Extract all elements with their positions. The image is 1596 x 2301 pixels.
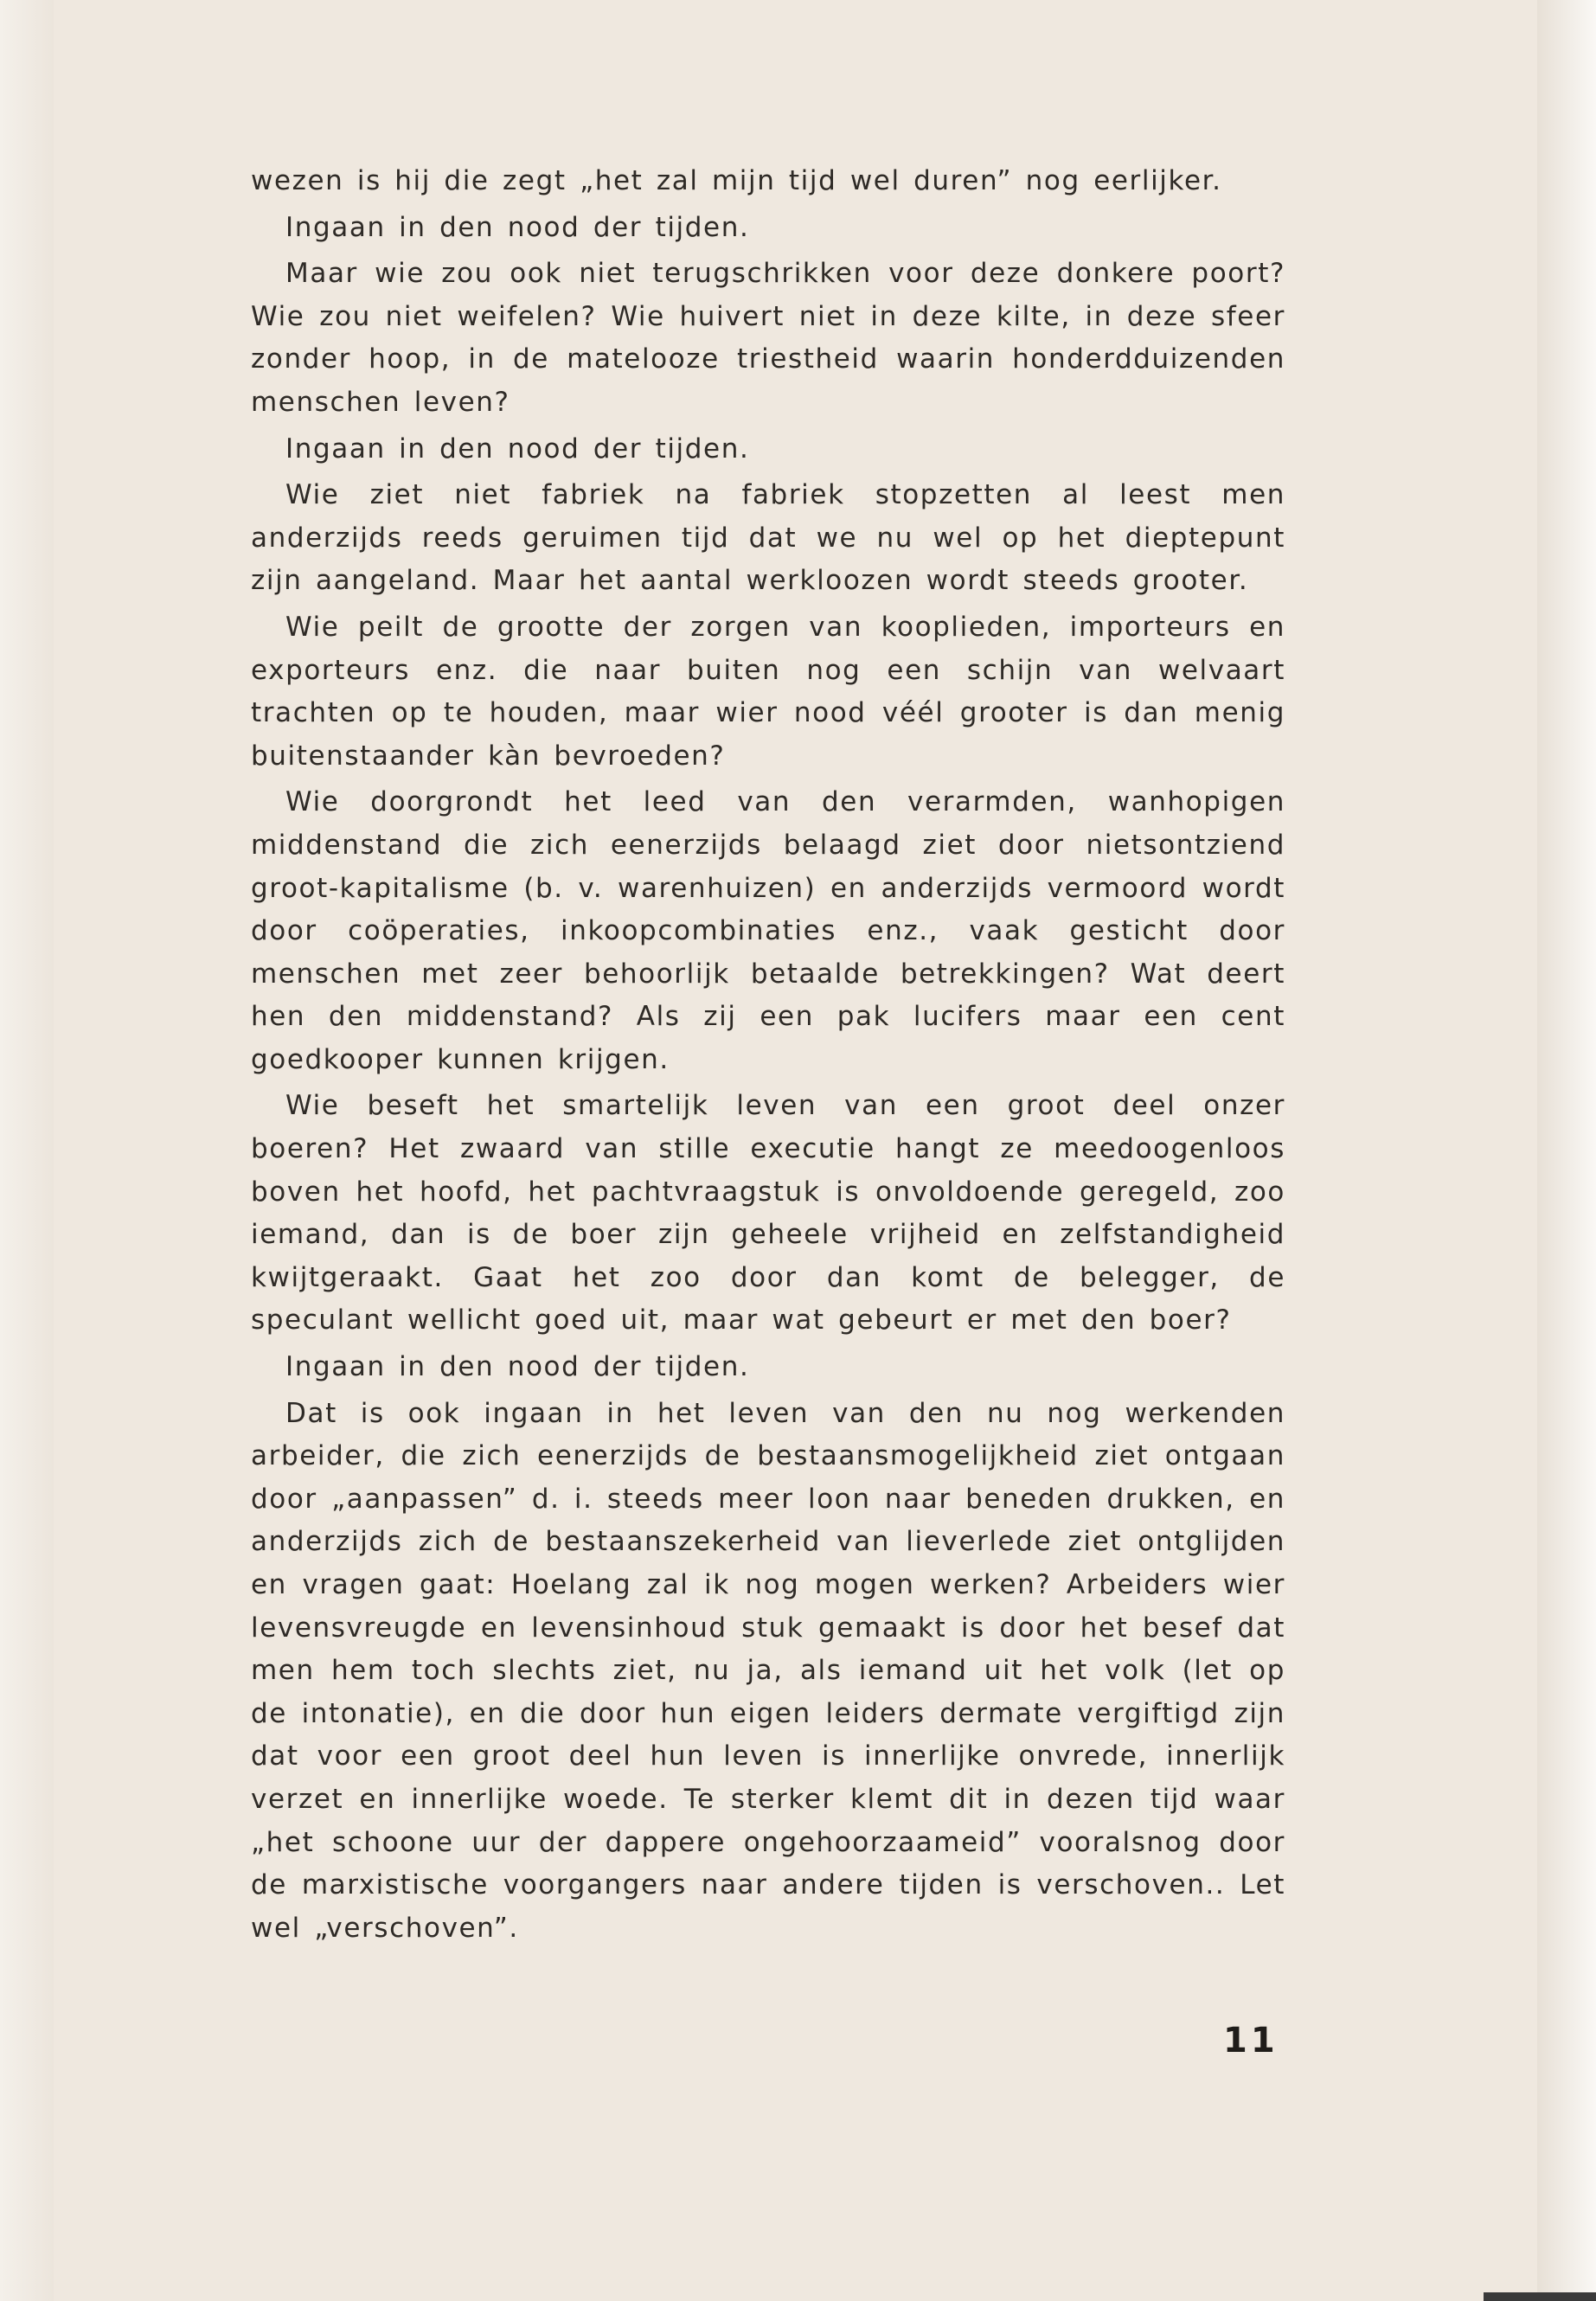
- paragraph-5: Wie ziet niet fabriek na fabriek stopzetten al leest men anderzijds reeds geruimen tijd dat we nu wel op het dieptepunt zijn aangeland. Maar het aantal werkloozen wordt steeds grooter.: [251, 479, 1285, 597]
- book-page: [54, 0, 1537, 2301]
- paragraph-10: Dat is ook ingaan in het leven van den nu nog werkenden arbeider, die zich eenerzijds de bestaansmogelijkheid ziet ontgaan door „aanpassen” d. i. steeds meer loon naar beneden drukken, en anderzijds zich de bestaanszekerheid van lieverlede ziet ontglijden en vragen gaat: Hoelang zal ik nog mogen werken? Arbeiders wier levensvreugde en levensinhoud stuk gemaakt is door het besef dat men hem toch slechts ziet, nu ja, als iemand uit het volk (let op de intonatie), en die door hun eigen leiders dermate vergiftigd zijn dat voor een groot deel hun leven is innerlijke onvrede, innerlijk verzet en innerlijke woede. Te sterker klemt dit in dezen tijd waar „het schoone uur der dappere ongehoorzaameid” vooralsnog door de marxistische voorgangers naar andere tijden is verschoven.. Let wel „verschoven”.: [251, 1397, 1285, 1944]
- paragraph-1: wezen is hij die zegt „het zal mijn tijd wel duren” nog eerlijker.: [251, 165, 1222, 196]
- paragraph-8: Wie beseft het smartelijk leven van een groot deel onzer boeren? Het zwaard van stille executie hangt ze meedoogenloos boven het hoofd, het pachtvraagstuk is onvoldoende geregeld, zoo iemand, dan is de boer zijn geheele vrijheid en zelfstandigheid kwijtgeraakt. Gaat het zoo door dan komt de belegger, de speculant wellicht goed uit, maar wat gebeurt er met den boer?: [251, 1090, 1285, 1336]
- scan-right-edge: [1537, 0, 1596, 2301]
- page-number: 11: [1223, 2021, 1279, 2061]
- scan-bottom-mark: [1484, 2292, 1596, 2301]
- body-text: [251, 160, 1285, 1953]
- paragraph-3: Maar wie zou ook niet terugschrikken voor deze donkere poort? Wie zou niet weifelen? Wie huivert niet in deze kilte, in deze sfeer zonder hoop, in de matelooze triestheid waarin honderdduizenden menschen leven?: [251, 258, 1285, 418]
- scan-left-margin: [0, 0, 54, 2301]
- paragraph-9: Ingaan in den nood der tijden.: [285, 1351, 750, 1383]
- paragraph-6: Wie peilt de grootte der zorgen van kooplieden, importeurs en exporteurs enz. die naar buiten nog een schijn van welvaart trachten op te houden, maar wier nood véél grooter is dan menig buitenstaander kàn bevroeden?: [251, 611, 1285, 772]
- paragraph-7: Wie doorgrondt het leed van den verarmden, wanhopigen middenstand die zich eenerzijds belaagd ziet door nietsontziend groot-kapitalisme (b. v. warenhuizen) en anderzijds vermoord wordt door coöperaties, inkoopcombinaties enz., vaak gesticht door menschen met zeer behoorlijk betaalde betrekkingen? Wat deert hen den middenstand? Als zij een pak lucifers maar een cent goedkooper kunnen krijgen.: [251, 786, 1285, 1075]
- paragraph-4: Ingaan in den nood der tijden.: [285, 433, 750, 465]
- paragraph-2: Ingaan in den nood der tijden.: [285, 211, 750, 243]
